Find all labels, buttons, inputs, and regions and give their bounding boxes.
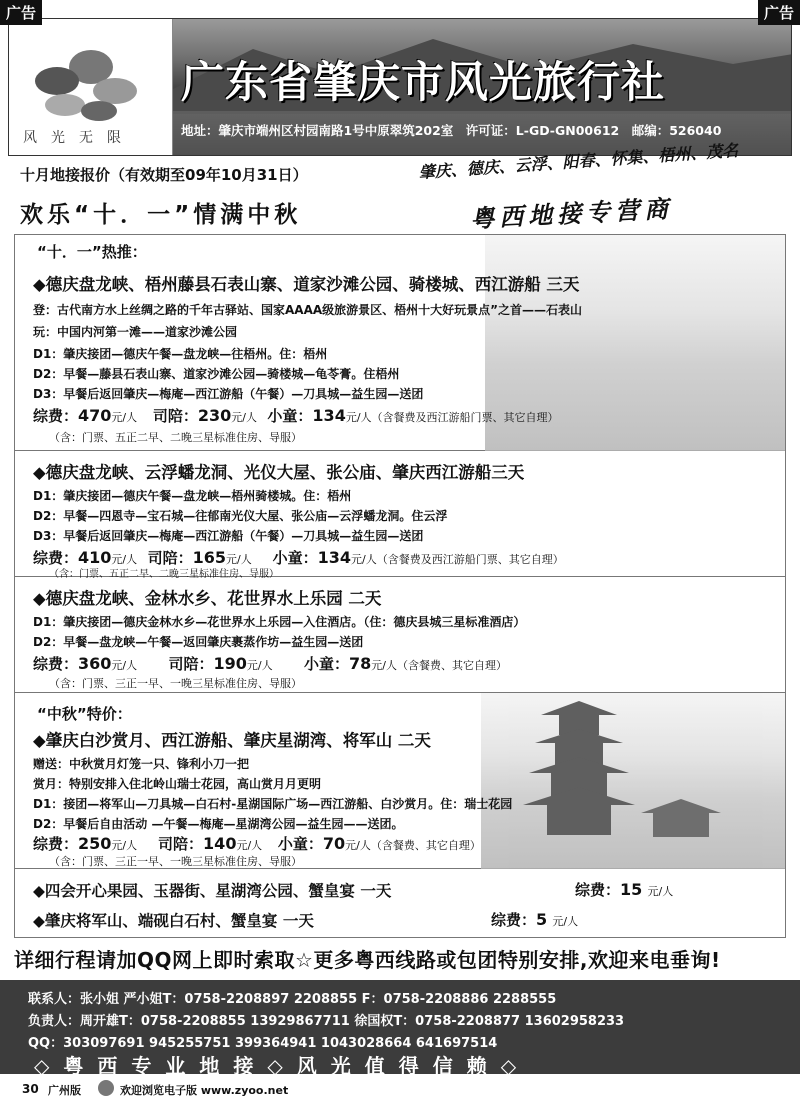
service-cities: 肇庆、德庆、云浮、阳春、怀集、梧州、茂名 (418, 140, 739, 182)
specialist-title: 粤西地接专营商 (469, 194, 674, 234)
section-tag-holiday: “十．一”热推： (37, 243, 147, 261)
page-number: 30 (22, 1082, 39, 1096)
agency-logo (9, 19, 173, 155)
companion-price: 140 (203, 834, 237, 853)
section-tag-midautumn: “中秋”特价： (37, 705, 132, 723)
tour-title: ◆德庆盘龙峡、云浮蟠龙洞、光仪大屋、张公庙、肇庆西江游船三天 (33, 463, 525, 482)
child-price: 134 (317, 548, 352, 567)
itinerary-line: 玩：中国内河第一滩——道家沙滩公园 (33, 325, 238, 339)
edition-label: 广州版 (48, 1084, 81, 1097)
itinerary-line: D2：早餐—盘龙峡—午餐—返回肇庆裹蒸作坊—益生园—送团 (33, 635, 364, 649)
day-tour-price: 综费：15 元/人 (575, 880, 674, 899)
itinerary-line: D3：早餐后返回肇庆—梅庵—西江游船（午餐）—刀具城—益生园—送团 (33, 529, 424, 543)
itinerary-line: D1：肇庆接团—德庆午餐—盘龙峡—往梧州。住：梧州 (33, 347, 328, 361)
call-to-action: 详细行程请加QQ网上即时索取☆更多粤西线路或包团特别安排,欢迎来电垂询! (14, 948, 721, 972)
pagoda-icon (481, 693, 785, 869)
tour-title: ◆德庆盘龙峡、梧州藤县石表山寨、道家沙滩公园、骑楼城、西江游船 三天 (33, 275, 580, 294)
agency-address: 地址：肇庆市端州区村园南路1号中原翠筑202室 许可证：L-GD-GN00612 邮编：526040 (181, 123, 722, 138)
price-row: 综费：410元/人 司陪：165元/人 小童：134元/人（含餐费及西江游船门票、其它自理） (33, 548, 564, 567)
child-price: 134 (312, 406, 346, 425)
header-banner (8, 18, 792, 156)
companion-price: 190 (213, 654, 247, 673)
companion-price: 230 (197, 406, 232, 425)
price-row: 综费：470元/人 司陪：230元/人 小童：134元/人（含餐费及西江游船门票、其它自理） (33, 406, 559, 425)
day-tours-panel (15, 869, 785, 939)
price-row: 综费：250元/人 司陪：140元/人 小童：70元/人（含餐费、其它自理） (33, 834, 481, 853)
includes-note: （含：门票、三正一早、一晚三星标准住房、导服） (49, 855, 302, 868)
child-price: 70 (322, 834, 346, 853)
day-tour-title: ◆肇庆将军山、端砚白石村、蟹皇宴 一天 (33, 912, 314, 930)
price-row: 综费：360元/人 司陪：190元/人 小童：78元/人（含餐费、其它自理） (33, 654, 507, 673)
includes-note: （含：门票、三正一早、一晚三星标准住房、导服） (49, 677, 302, 690)
tour-title: ◆德庆盘龙峡、金林水乡、花世界水上乐园 二天 (33, 589, 382, 608)
tour-title: ◆肇庆白沙赏月、西江游船、肇庆星湖湾、将军山 二天 (33, 731, 431, 750)
manager-line: 负责人：周开雄T：0758-2208855 13929867711 徐国权T：0758-2208877 13602958233 (28, 1014, 625, 1029)
contact-line: 联系人：张小姐 严小姐T：0758-2208897 2208855 F：0758-2208886 2288555 (28, 992, 557, 1007)
tour-panel-4 (15, 693, 785, 869)
agency-name: 广东省肇庆市风光旅行社 (181, 58, 665, 108)
companion-price: 165 (192, 548, 227, 567)
itinerary-line: D2：早餐—藤县石表山寨、道家沙滩公园—骑楼城—龟苓膏。住梧州 (33, 367, 400, 381)
price-value: 470 (78, 406, 112, 425)
tour-offers (14, 234, 786, 938)
page-footer (0, 1078, 800, 1100)
itinerary-line: D2：早餐—四恩寺—宝石城—往郁南光仪大屋、张公庙—云浮蟠龙洞。住云浮 (33, 509, 448, 523)
day-tour-title: ◆四会开心果园、玉器街、星湖湾公园、蟹皇宴 一天 (33, 882, 392, 900)
tour-panel-1 (15, 235, 785, 451)
tour-panel-2 (15, 451, 785, 580)
tagline: ◇粤西专业地接◇风光值得信赖◇ (34, 1054, 531, 1078)
itinerary-line: D1：肇庆接团—德庆金林水乡—花世界水上乐园—入住酒店。（住：德庆县城三星标准酒店） (33, 615, 526, 629)
itinerary-line: 登：古代南方水上丝绸之路的千年古驿站、国家AAAA级旅游景区、梧州十大好玩景点”之首——石表山 (33, 303, 583, 317)
itinerary-line: D1：接团—将军山—刀具城—白石村-星湖国际广场—西江游船、白沙赏月。住：瑞士花园 (33, 797, 513, 811)
edition-badge-icon (98, 1080, 114, 1096)
includes-note: （含：门票、五正二早、二晚三星标准住房、导服） (49, 569, 279, 580)
itinerary-line: D3：早餐后返回肇庆—梅庵—西江游船（午餐）—刀具城—益生园—送团 (33, 387, 424, 401)
qq-line: QQ：303097691 945255751 399364941 1043028664 641697514 (28, 1036, 498, 1051)
itinerary-line: D1：肇庆接团—德庆午餐—盘龙峡—梧州骑楼城。住：梧州 (33, 489, 352, 503)
logo-caption: 风光无限 (23, 130, 135, 146)
price-value: 250 (78, 834, 112, 853)
ad-label-left: 广告 (0, 0, 42, 25)
itinerary-line: 赏月：特别安排入住北岭山瑞士花园，高山赏月月更明 (33, 777, 322, 791)
price-value: 410 (78, 548, 112, 567)
tour-panel-3 (15, 577, 785, 693)
ad-label-right: 广告 (758, 0, 800, 25)
price-value: 360 (78, 654, 112, 673)
includes-note: （含：门票、五正二早、二晚三星标准住房、导服） (49, 431, 302, 444)
child-price: 78 (348, 654, 372, 673)
holiday-slogan: 欢乐“十．一”情满中秋 (20, 202, 302, 228)
offer-validity: 十月地接报价（有效期至09年10月31日） (20, 166, 308, 184)
website-link[interactable]: 欢迎浏览电子版 www.zyoo.net (120, 1084, 289, 1097)
itinerary-line: D2：早餐后自由活动 —午餐—梅庵—星湖湾公园—益生园——送团。 (33, 817, 404, 831)
pagoda-photo (481, 693, 785, 869)
itinerary-line: 赠送：中秋赏月灯笼一只、锋利小刀一把 (33, 757, 250, 771)
day-tour-price: 综费：5 元/人 (491, 910, 579, 929)
